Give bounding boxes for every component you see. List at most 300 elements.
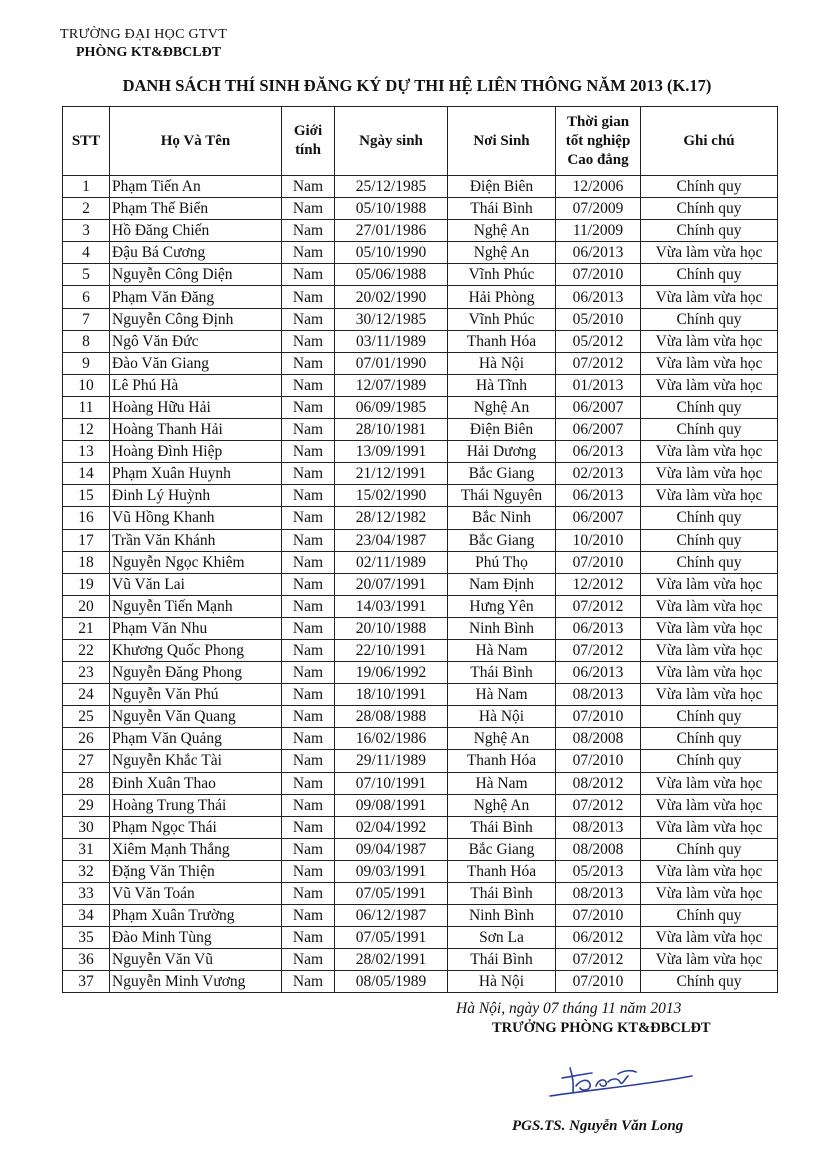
cell-grad: 06/2007	[556, 419, 641, 441]
cell-gender: Nam	[282, 374, 335, 396]
cell-name: Đặng Văn Thiện	[110, 860, 282, 882]
table-row	[63, 242, 778, 264]
cell-birthplace: Thái Bình	[448, 949, 556, 971]
table-row	[63, 794, 778, 816]
cell-name: Đào Văn Giang	[110, 352, 282, 374]
cell-name: Hoàng Trung Thái	[110, 794, 282, 816]
cell-name: Hồ Đăng Chiến	[110, 220, 282, 242]
cell-gender: Nam	[282, 971, 335, 993]
cell-stt: 23	[63, 662, 110, 684]
cell-gender: Nam	[282, 838, 335, 860]
table-row	[63, 286, 778, 308]
cell-birthplace: Hải Phòng	[448, 286, 556, 308]
cell-stt: 14	[63, 463, 110, 485]
cell-birthplace: Hà Nội	[448, 352, 556, 374]
cell-gender: Nam	[282, 264, 335, 286]
cell-note: Vừa làm vừa học	[641, 573, 778, 595]
cell-name: Phạm Thế Biển	[110, 198, 282, 220]
cell-birthplace: Hải Dương	[448, 441, 556, 463]
cell-note: Vừa làm vừa học	[641, 374, 778, 396]
table-row	[63, 816, 778, 838]
cell-name: Phạm Tiến An	[110, 176, 282, 198]
cell-dob: 02/11/1989	[335, 551, 448, 573]
document-header	[60, 26, 227, 62]
cell-name: Nguyễn Ngọc Khiêm	[110, 551, 282, 573]
cell-gender: Nam	[282, 617, 335, 639]
table-row	[63, 750, 778, 772]
cell-name: Vũ Văn Toán	[110, 883, 282, 905]
cell-dob: 03/11/1989	[335, 330, 448, 352]
cell-dob: 28/10/1981	[335, 419, 448, 441]
cell-birthplace: Hà Nam	[448, 684, 556, 706]
cell-dob: 05/10/1990	[335, 242, 448, 264]
cell-dob: 25/12/1985	[335, 176, 448, 198]
cell-stt: 17	[63, 529, 110, 551]
cell-birthplace: Bắc Giang	[448, 529, 556, 551]
cell-grad: 08/2012	[556, 772, 641, 794]
cell-grad: 10/2010	[556, 529, 641, 551]
cell-birthplace: Điện Biên	[448, 176, 556, 198]
cell-name: Đinh Xuân Thao	[110, 772, 282, 794]
cell-gender: Nam	[282, 485, 335, 507]
cell-birthplace: Sơn La	[448, 927, 556, 949]
cell-grad: 12/2012	[556, 573, 641, 595]
cell-note: Chính quy	[641, 905, 778, 927]
cell-dob: 30/12/1985	[335, 308, 448, 330]
cell-note: Vừa làm vừa học	[641, 595, 778, 617]
cell-stt: 19	[63, 573, 110, 595]
cell-grad: 07/2010	[556, 905, 641, 927]
cell-stt: 34	[63, 905, 110, 927]
cell-stt: 26	[63, 728, 110, 750]
cell-gender: Nam	[282, 573, 335, 595]
cell-stt: 5	[63, 264, 110, 286]
cell-note: Chính quy	[641, 308, 778, 330]
table-row	[63, 838, 778, 860]
cell-note: Chính quy	[641, 264, 778, 286]
cell-name: Phạm Xuân Trường	[110, 905, 282, 927]
cell-stt: 20	[63, 595, 110, 617]
cell-grad: 07/2010	[556, 264, 641, 286]
cell-grad: 06/2013	[556, 662, 641, 684]
column-header-grad	[556, 107, 641, 176]
cell-name: Nguyễn Tiến Mạnh	[110, 595, 282, 617]
cell-name: Nguyễn Văn Quang	[110, 706, 282, 728]
table-row	[63, 463, 778, 485]
cell-grad: 07/2010	[556, 551, 641, 573]
cell-dob: 06/09/1985	[335, 396, 448, 418]
cell-birthplace: Nghệ An	[448, 794, 556, 816]
cell-birthplace: Ninh Bình	[448, 617, 556, 639]
table-row	[63, 507, 778, 529]
cell-gender: Nam	[282, 220, 335, 242]
cell-note: Vừa làm vừa học	[641, 617, 778, 639]
table-row	[63, 352, 778, 374]
cell-gender: Nam	[282, 883, 335, 905]
cell-name: Trần Văn Khánh	[110, 529, 282, 551]
table-body	[63, 176, 778, 993]
column-header-gender	[282, 107, 335, 176]
candidate-table	[62, 106, 778, 993]
cell-birthplace: Thanh Hóa	[448, 330, 556, 352]
cell-gender: Nam	[282, 330, 335, 352]
cell-gender: Nam	[282, 684, 335, 706]
cell-note: Chính quy	[641, 750, 778, 772]
cell-stt: 2	[63, 198, 110, 220]
cell-birthplace: Hưng Yên	[448, 595, 556, 617]
column-header-note: Ghi chú	[641, 107, 778, 176]
cell-birthplace: Nghệ An	[448, 396, 556, 418]
cell-dob: 20/10/1988	[335, 617, 448, 639]
cell-grad: 05/2013	[556, 860, 641, 882]
cell-dob: 28/02/1991	[335, 949, 448, 971]
cell-note: Chính quy	[641, 220, 778, 242]
cell-grad: 06/2013	[556, 441, 641, 463]
cell-grad: 07/2012	[556, 949, 641, 971]
table-row	[63, 595, 778, 617]
cell-dob: 05/06/1988	[335, 264, 448, 286]
department-name: PHÒNG KT&ĐBCLĐT	[76, 45, 222, 60]
cell-grad: 07/2012	[556, 352, 641, 374]
column-header-grad-label: Thời gian tốt nghiệp Cao đẳng	[565, 113, 631, 168]
table-row	[63, 927, 778, 949]
cell-dob: 21/12/1991	[335, 463, 448, 485]
cell-stt: 3	[63, 220, 110, 242]
table-row	[63, 662, 778, 684]
cell-stt: 10	[63, 374, 110, 396]
cell-stt: 22	[63, 639, 110, 661]
cell-gender: Nam	[282, 419, 335, 441]
table-row	[63, 220, 778, 242]
cell-stt: 32	[63, 860, 110, 882]
table-row	[63, 728, 778, 750]
table-row	[63, 684, 778, 706]
cell-birthplace: Hà Nội	[448, 971, 556, 993]
cell-note: Vừa làm vừa học	[641, 639, 778, 661]
cell-dob: 05/10/1988	[335, 198, 448, 220]
cell-birthplace: Nam Định	[448, 573, 556, 595]
table-row	[63, 176, 778, 198]
cell-gender: Nam	[282, 242, 335, 264]
cell-stt: 12	[63, 419, 110, 441]
cell-grad: 07/2012	[556, 595, 641, 617]
cell-gender: Nam	[282, 728, 335, 750]
cell-grad: 07/2010	[556, 706, 641, 728]
cell-name: Xiêm Mạnh Thắng	[110, 838, 282, 860]
cell-grad: 12/2006	[556, 176, 641, 198]
cell-stt: 25	[63, 706, 110, 728]
column-header-gender-label: Giới tính	[293, 123, 323, 158]
cell-stt: 7	[63, 308, 110, 330]
cell-gender: Nam	[282, 198, 335, 220]
cell-gender: Nam	[282, 905, 335, 927]
cell-gender: Nam	[282, 816, 335, 838]
cell-grad: 08/2008	[556, 838, 641, 860]
cell-dob: 28/12/1982	[335, 507, 448, 529]
place-date-line: Hà Nội, ngày 07 tháng 11 năm 2013	[456, 1000, 682, 1017]
cell-birthplace: Hà Nam	[448, 772, 556, 794]
table-row	[63, 639, 778, 661]
cell-stt: 31	[63, 838, 110, 860]
cell-note: Chính quy	[641, 396, 778, 418]
cell-gender: Nam	[282, 639, 335, 661]
cell-birthplace: Điện Biên	[448, 419, 556, 441]
cell-stt: 1	[63, 176, 110, 198]
table-row	[63, 441, 778, 463]
cell-stt: 11	[63, 396, 110, 418]
cell-stt: 8	[63, 330, 110, 352]
cell-stt: 16	[63, 507, 110, 529]
cell-dob: 20/07/1991	[335, 573, 448, 595]
cell-stt: 21	[63, 617, 110, 639]
cell-birthplace: Nghệ An	[448, 220, 556, 242]
cell-grad: 06/2007	[556, 507, 641, 529]
cell-dob: 16/02/1986	[335, 728, 448, 750]
cell-name: Vũ Văn Lai	[110, 573, 282, 595]
cell-birthplace: Bắc Giang	[448, 838, 556, 860]
cell-name: Nguyễn Công Diện	[110, 264, 282, 286]
cell-grad: 06/2013	[556, 286, 641, 308]
cell-birthplace: Vĩnh Phúc	[448, 264, 556, 286]
cell-gender: Nam	[282, 927, 335, 949]
cell-name: Hoàng Hữu Hải	[110, 396, 282, 418]
cell-note: Vừa làm vừa học	[641, 352, 778, 374]
cell-dob: 09/08/1991	[335, 794, 448, 816]
cell-name: Nguyễn Văn Vũ	[110, 949, 282, 971]
cell-birthplace: Thanh Hóa	[448, 860, 556, 882]
cell-stt: 6	[63, 286, 110, 308]
cell-name: Phạm Văn Nhu	[110, 617, 282, 639]
cell-note: Vừa làm vừa học	[641, 286, 778, 308]
cell-name: Ngô Văn Đức	[110, 330, 282, 352]
cell-birthplace: Thái Nguyên	[448, 485, 556, 507]
cell-grad: 06/2013	[556, 485, 641, 507]
cell-note: Vừa làm vừa học	[641, 662, 778, 684]
cell-birthplace: Phú Thọ	[448, 551, 556, 573]
cell-note: Vừa làm vừa học	[641, 463, 778, 485]
table-row	[63, 772, 778, 794]
cell-birthplace: Thanh Hóa	[448, 750, 556, 772]
cell-name: Nguyễn Khắc Tài	[110, 750, 282, 772]
cell-grad: 08/2013	[556, 684, 641, 706]
cell-grad: 06/2013	[556, 242, 641, 264]
cell-grad: 08/2013	[556, 883, 641, 905]
cell-dob: 07/10/1991	[335, 772, 448, 794]
cell-name: Đậu Bá Cương	[110, 242, 282, 264]
cell-note: Vừa làm vừa học	[641, 772, 778, 794]
cell-gender: Nam	[282, 352, 335, 374]
cell-note: Chính quy	[641, 971, 778, 993]
cell-birthplace: Bắc Giang	[448, 463, 556, 485]
table-row	[63, 396, 778, 418]
cell-name: Nguyễn Văn Phú	[110, 684, 282, 706]
table-row	[63, 860, 778, 882]
cell-note: Vừa làm vừa học	[641, 860, 778, 882]
table-row	[63, 374, 778, 396]
cell-dob: 19/06/1992	[335, 662, 448, 684]
cell-note: Chính quy	[641, 706, 778, 728]
cell-note: Vừa làm vừa học	[641, 816, 778, 838]
cell-name: Đào Minh Tùng	[110, 927, 282, 949]
cell-gender: Nam	[282, 860, 335, 882]
cell-name: Nguyễn Công Định	[110, 308, 282, 330]
cell-note: Vừa làm vừa học	[641, 330, 778, 352]
cell-name: Đinh Lý Huỳnh	[110, 485, 282, 507]
cell-gender: Nam	[282, 595, 335, 617]
cell-dob: 12/07/1989	[335, 374, 448, 396]
cell-dob: 07/01/1990	[335, 352, 448, 374]
cell-dob: 23/04/1987	[335, 529, 448, 551]
cell-note: Chính quy	[641, 507, 778, 529]
cell-dob: 20/02/1990	[335, 286, 448, 308]
cell-stt: 29	[63, 794, 110, 816]
cell-gender: Nam	[282, 706, 335, 728]
cell-stt: 15	[63, 485, 110, 507]
cell-stt: 24	[63, 684, 110, 706]
cell-gender: Nam	[282, 507, 335, 529]
cell-gender: Nam	[282, 794, 335, 816]
signer-name: PGS.TS. Nguyễn Văn Long	[512, 1118, 684, 1134]
cell-dob: 07/05/1991	[335, 883, 448, 905]
cell-gender: Nam	[282, 396, 335, 418]
cell-gender: Nam	[282, 551, 335, 573]
cell-grad: 07/2012	[556, 639, 641, 661]
signer-role: TRƯỞNG PHÒNG KT&ĐBCLĐT	[492, 1020, 711, 1036]
table-row	[63, 551, 778, 573]
cell-dob: 14/03/1991	[335, 595, 448, 617]
cell-name: Hoàng Thanh Hải	[110, 419, 282, 441]
cell-birthplace: Nghệ An	[448, 728, 556, 750]
cell-note: Vừa làm vừa học	[641, 684, 778, 706]
cell-birthplace: Hà Tĩnh	[448, 374, 556, 396]
cell-stt: 9	[63, 352, 110, 374]
cell-name: Nguyễn Minh Vương	[110, 971, 282, 993]
cell-stt: 36	[63, 949, 110, 971]
cell-note: Chính quy	[641, 529, 778, 551]
table-row	[63, 971, 778, 993]
cell-birthplace: Hà Nội	[448, 706, 556, 728]
cell-grad: 02/2013	[556, 463, 641, 485]
cell-grad: 07/2012	[556, 794, 641, 816]
table-row	[63, 485, 778, 507]
cell-name: Khương Quốc Phong	[110, 639, 282, 661]
cell-dob: 18/10/1991	[335, 684, 448, 706]
cell-gender: Nam	[282, 286, 335, 308]
cell-gender: Nam	[282, 772, 335, 794]
cell-dob: 13/09/1991	[335, 441, 448, 463]
cell-note: Vừa làm vừa học	[641, 883, 778, 905]
cell-note: Vừa làm vừa học	[641, 242, 778, 264]
cell-gender: Nam	[282, 308, 335, 330]
cell-note: Chính quy	[641, 198, 778, 220]
cell-grad: 07/2010	[556, 971, 641, 993]
cell-birthplace: Thái Bình	[448, 816, 556, 838]
table-row	[63, 905, 778, 927]
cell-birthplace: Nghệ An	[448, 242, 556, 264]
cell-name: Phạm Xuân Huynh	[110, 463, 282, 485]
cell-birthplace: Ninh Bình	[448, 905, 556, 927]
cell-gender: Nam	[282, 441, 335, 463]
cell-grad: 08/2008	[556, 728, 641, 750]
cell-note: Chính quy	[641, 551, 778, 573]
cell-stt: 35	[63, 927, 110, 949]
table-row	[63, 949, 778, 971]
cell-gender: Nam	[282, 529, 335, 551]
cell-name: Phạm Văn Quảng	[110, 728, 282, 750]
cell-name: Vũ Hồng Khanh	[110, 507, 282, 529]
cell-note: Vừa làm vừa học	[641, 794, 778, 816]
cell-dob: 29/11/1989	[335, 750, 448, 772]
cell-stt: 27	[63, 750, 110, 772]
handwritten-signature	[540, 1052, 700, 1102]
cell-dob: 09/04/1987	[335, 838, 448, 860]
cell-birthplace: Bắc Ninh	[448, 507, 556, 529]
table-row	[63, 419, 778, 441]
cell-dob: 28/08/1988	[335, 706, 448, 728]
cell-grad: 05/2012	[556, 330, 641, 352]
cell-stt: 13	[63, 441, 110, 463]
cell-name: Phạm Ngọc Thái	[110, 816, 282, 838]
table-row	[63, 617, 778, 639]
cell-stt: 18	[63, 551, 110, 573]
cell-gender: Nam	[282, 662, 335, 684]
cell-grad: 06/2012	[556, 927, 641, 949]
cell-gender: Nam	[282, 949, 335, 971]
cell-note: Chính quy	[641, 728, 778, 750]
cell-birthplace: Hà Nam	[448, 639, 556, 661]
cell-grad: 01/2013	[556, 374, 641, 396]
cell-stt: 4	[63, 242, 110, 264]
cell-name: Nguyễn Đăng Phong	[110, 662, 282, 684]
column-header-dob: Ngày sinh	[335, 107, 448, 176]
cell-dob: 06/12/1987	[335, 905, 448, 927]
column-header-name: Họ Và Tên	[110, 107, 282, 176]
cell-grad: 11/2009	[556, 220, 641, 242]
cell-dob: 22/10/1991	[335, 639, 448, 661]
cell-note: Vừa làm vừa học	[641, 441, 778, 463]
cell-dob: 27/01/1986	[335, 220, 448, 242]
cell-grad: 06/2013	[556, 617, 641, 639]
cell-name: Hoàng Đình Hiệp	[110, 441, 282, 463]
school-name: TRƯỜNG ĐẠI HỌC GTVT	[60, 27, 228, 42]
cell-dob: 09/03/1991	[335, 860, 448, 882]
cell-gender: Nam	[282, 463, 335, 485]
cell-grad: 05/2010	[556, 308, 641, 330]
cell-stt: 30	[63, 816, 110, 838]
column-header-stt: STT	[63, 107, 110, 176]
table-row	[63, 573, 778, 595]
cell-note: Vừa làm vừa học	[641, 485, 778, 507]
table-row	[63, 529, 778, 551]
cell-note: Vừa làm vừa học	[641, 949, 778, 971]
cell-name: Lê Phú Hà	[110, 374, 282, 396]
cell-stt: 33	[63, 883, 110, 905]
cell-grad: 07/2010	[556, 750, 641, 772]
cell-stt: 28	[63, 772, 110, 794]
table-row	[63, 308, 778, 330]
cell-dob: 07/05/1991	[335, 927, 448, 949]
cell-grad: 08/2013	[556, 816, 641, 838]
column-header-birthplace: Nơi Sinh	[448, 107, 556, 176]
cell-birthplace: Thái Bình	[448, 662, 556, 684]
cell-grad: 06/2007	[556, 396, 641, 418]
table-header-row	[63, 107, 778, 176]
cell-grad: 07/2009	[556, 198, 641, 220]
cell-dob: 08/05/1989	[335, 971, 448, 993]
cell-dob: 15/02/1990	[335, 485, 448, 507]
table-row	[63, 198, 778, 220]
cell-gender: Nam	[282, 750, 335, 772]
